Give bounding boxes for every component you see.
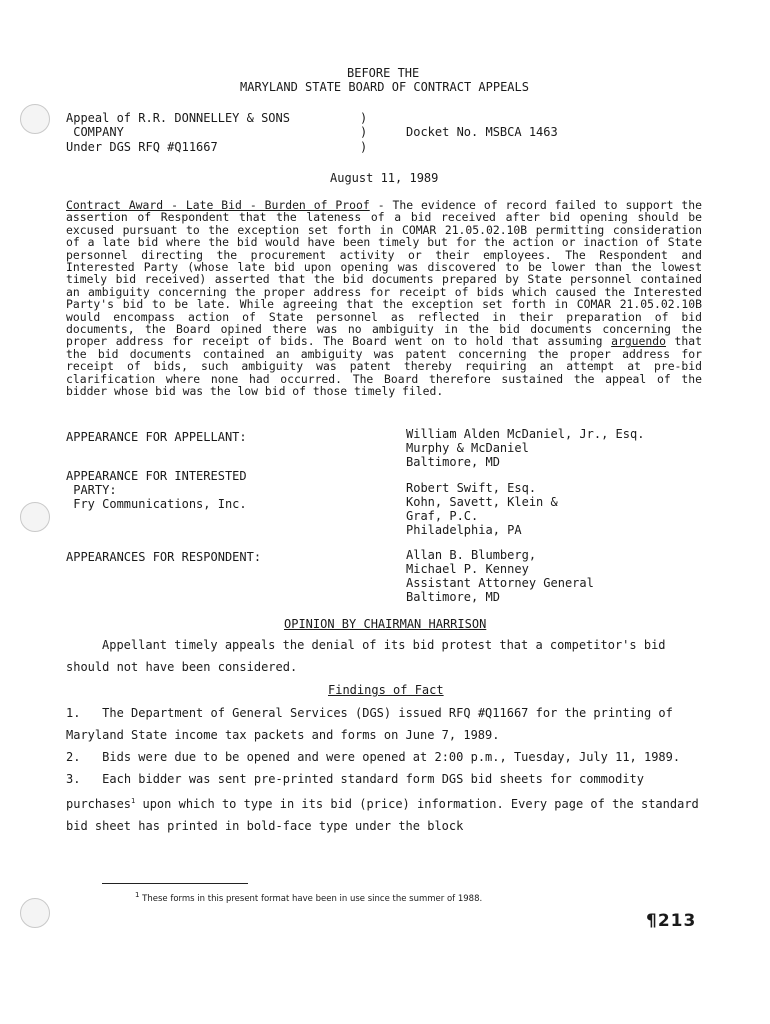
caption-party: Appeal of R.R. DONNELLEY & SONS (66, 111, 290, 125)
footnote-text: These forms in this present format have been in use since the summer of 1988. (142, 893, 483, 904)
caption-rfq: Under DGS RFQ #Q11667 (66, 140, 218, 154)
counsel-line: Robert Swift, Esq. (406, 481, 537, 495)
headnote-text: - The evidence of record failed to support the assertion of Respondent that the lateness of a bid received after bid opening should be excused pursuant to the exception set forth in COMAR 21.05.02.10B permitting consideration of a late bid where the bid would have been timely but for the action or inaction of State personnel directing the procurement activity or their employees. The Respondent and Interested Party (whose late bid upon opening was discovered to be lower than the lowest timely bid received) asserted that the bid documents prepared by State personnel contained an ambiguity concerning the proper address for receipt of bids which caused the Interested Party's bid to be late. While agreeing that the exception set forth in COMAR 21.05.02.10B would encompass action of State personnel as reflected in their preparation of bid documents, the Board opined there was no ambiguity in the bid documents concerning the proper address for receipt of bids. The Board went on to hold that assuming (66, 198, 702, 349)
decision-date: August 11, 1989 (330, 171, 439, 185)
appearance-label: APPEARANCE FOR APPELLANT: (66, 430, 247, 444)
counsel-line: Graf, P.C. (406, 509, 479, 523)
footnote (135, 891, 482, 904)
headnote-text-cont: that the bid documents contained an ambiguity was patent concerning the proper address for receipt of bids, such ambiguity was patent thereby requiring an attempt at pre-bid clarification where none had occurred. The Board therefore sustained the appeal of the bidder whose bid was the low bid of those timely filed. (66, 334, 702, 399)
finding-text: Bids were due to be opened and were opened at 2:00 p.m., Tuesday, July 11, 1989. (102, 750, 681, 764)
punch-hole (20, 898, 50, 928)
counsel-line: Michael P. Kenney (406, 562, 529, 576)
finding-3 (66, 768, 702, 837)
appearance-label: APPEARANCES FOR RESPONDENT: (66, 550, 262, 564)
appearance-party: Fry Communications, Inc. (66, 497, 247, 511)
intro-paragraph: Appellant timely appeals the denial of its bid protest that a competitor's bid should not have been considered. (66, 638, 666, 674)
counsel-line: Baltimore, MD (406, 455, 500, 469)
caption-party-cont: COMPANY (66, 125, 124, 139)
footnote-divider (102, 883, 248, 884)
finding-1 (66, 702, 702, 746)
appearance-label-cont: PARTY: (66, 483, 117, 497)
finding-number: 1. (66, 706, 81, 720)
caption-paren: ) (360, 140, 368, 154)
counsel-line: Assistant Attorney General (406, 576, 594, 590)
finding-2 (66, 746, 702, 768)
headnote-summary (66, 199, 702, 398)
finding-text-cont: upon which to type in its bid (price) information. Every page of the standard bid sheet has printed in bold-face type under the block (66, 797, 699, 833)
counsel-line: Philadelphia, PA (406, 523, 522, 537)
counsel-line: Allan B. Blumberg, (406, 548, 537, 562)
finding-number: 3. (66, 772, 81, 786)
footnote-mark: 1 (135, 891, 140, 899)
counsel-line: Kohn, Savett, Klein & (406, 495, 558, 509)
page-number: ¶213 (646, 911, 697, 931)
counsel-line: Murphy & McDaniel (406, 441, 529, 455)
footnote-ref: 1 (131, 797, 136, 805)
finding-text: Each bidder was sent pre-printed standard form DGS bid sheets for commodity purchases (66, 772, 644, 811)
appearance-label: APPEARANCE FOR INTERESTED (66, 469, 247, 483)
findings-heading: Findings of Fact (328, 683, 444, 697)
caption-paren: ) (360, 111, 368, 125)
counsel-line: William Alden McDaniel, Jr., Esq. (406, 427, 645, 441)
header-line-1: BEFORE THE (347, 66, 420, 80)
docket-number: Docket No. MSBCA 1463 (406, 125, 558, 139)
opinion-heading: OPINION BY CHAIRMAN HARRISON (284, 617, 487, 631)
headnote-heading: Contract Award - Late Bid - Burden of Proof (66, 198, 370, 212)
punch-hole (20, 502, 50, 532)
finding-number: 2. (66, 750, 81, 764)
arguendo-term: arguendo (611, 334, 666, 349)
finding-text: The Department of General Services (DGS) issued RFQ #Q11667 for the printing of Maryland State income tax packets and forms on June 7, 1989. (66, 706, 673, 742)
caption-paren: ) (360, 125, 368, 139)
punch-hole (20, 104, 50, 134)
counsel-line: Baltimore, MD (406, 590, 500, 604)
header-line-2: MARYLAND STATE BOARD OF CONTRACT APPEALS (240, 80, 529, 94)
